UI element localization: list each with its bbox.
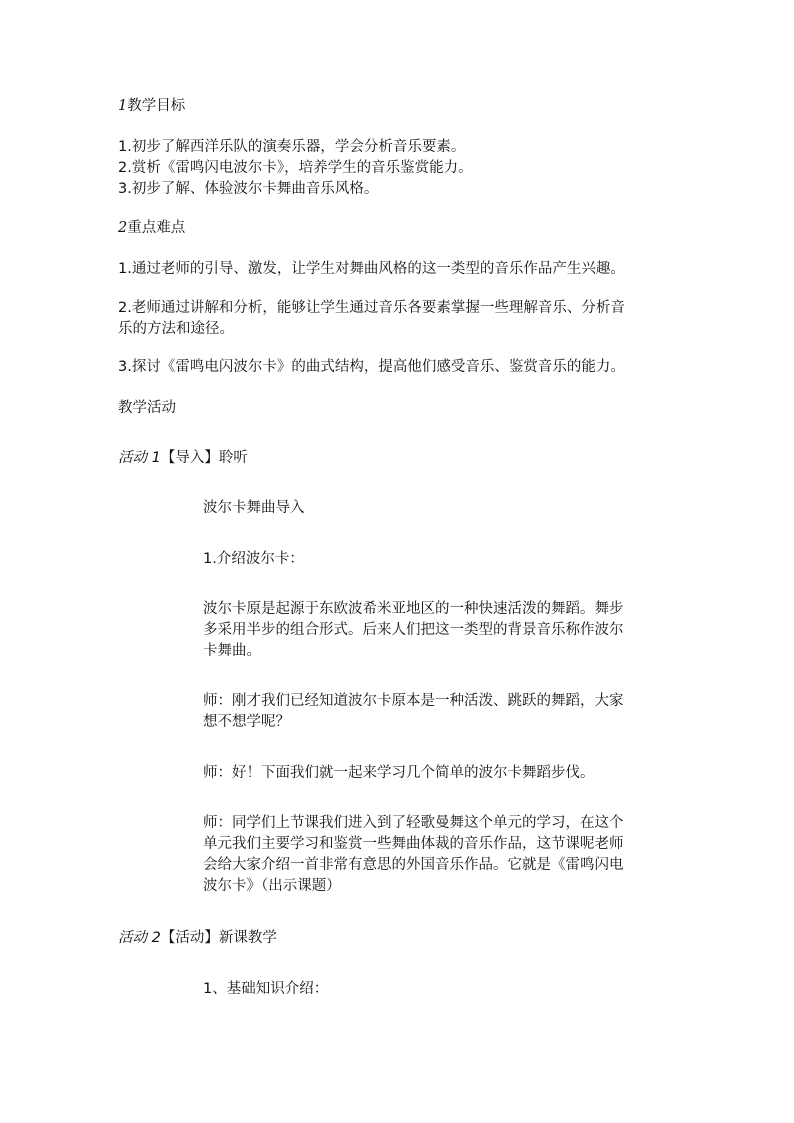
activity1-line-6: 师：刚才我们已经知道波尔卡原本是一种活泼、跳跃的舞蹈，大家: [203, 693, 624, 709]
activity1-line-4: 多采用半步的组合形式。后来人们把这一类型的背景音乐称作波尔: [203, 622, 624, 638]
activity2-line-1: 1、基础知识介绍：: [203, 981, 329, 997]
objective-item-1: 1.初步了解西洋乐队的演奏乐器，学会分析音乐要素。: [118, 139, 466, 155]
activity2-title: 【活动】新课教学: [160, 930, 277, 946]
activity1-heading: [118, 448, 248, 468]
activity2-heading: [118, 928, 277, 948]
keypoints-number: 2: [118, 220, 128, 236]
activity1-line-10: 单元我们主要学习和鉴赏一些舞曲体裁的音乐作品，这节课呢老师: [203, 836, 624, 852]
keypoint-item-1: 1.通过老师的引导、激发，让学生对舞曲风格的这一类型的音乐作品产生兴趣。: [118, 261, 625, 277]
keypoints-heading-text: 重点难点: [127, 220, 186, 236]
keypoint-item-3: 3.探讨《雷鸣电闪波尔卡》的曲式结构，提高他们感受音乐、鉴赏音乐的能力。: [118, 359, 625, 375]
activity1-line-7: 想不想学呢？: [203, 714, 290, 730]
keypoint-item-2: 2.老师通过讲解和分析，能够让学生通过音乐各要素掌握一些理解音乐、分析音: [118, 300, 625, 316]
activity1-line-9: 师：同学们上节课我们进入到了轻歌曼舞这个单元的学习，在这个: [203, 815, 624, 831]
objectives-heading: [118, 96, 185, 116]
objectives-number: 1: [118, 98, 128, 114]
activity1-line-12: 波尔卡》（出示课题）: [203, 878, 341, 894]
objectives-heading-text: 教学目标: [127, 98, 186, 114]
activities-heading: 教学活动: [118, 400, 176, 416]
activity2-prefix: 活动 2: [118, 930, 161, 946]
activity1-line-2: 1.介绍波尔卡：: [203, 551, 304, 567]
activity1-title: 【导入】聆听: [160, 450, 248, 466]
activity1-line-11: 会给大家介绍一首非常有意思的外国音乐作品。它就是《雷鸣闪电: [203, 857, 624, 873]
objective-item-3: 3.初步了解、体验波尔卡舞曲音乐风格。: [118, 181, 379, 197]
objective-item-2: 2.赏析《雷鸣闪电波尔卡》，培养学生的音乐鉴赏能力。: [118, 160, 473, 176]
activity1-line-5: 卡舞曲。: [203, 643, 261, 659]
keypoint-item-2-cont: 乐的方法和途径。: [118, 321, 234, 337]
keypoints-heading: [118, 218, 185, 238]
activity1-line-8: 师：好！下面我们就一起来学习几个简单的波尔卡舞蹈步伐。: [203, 765, 595, 781]
activity1-line-3: 波尔卡原是起源于东欧波希米亚地区的一种快速活泼的舞蹈。舞步: [203, 601, 624, 617]
activity1-prefix: 活动 1: [118, 450, 161, 466]
activity1-line-1: 波尔卡舞曲导入: [203, 500, 305, 516]
